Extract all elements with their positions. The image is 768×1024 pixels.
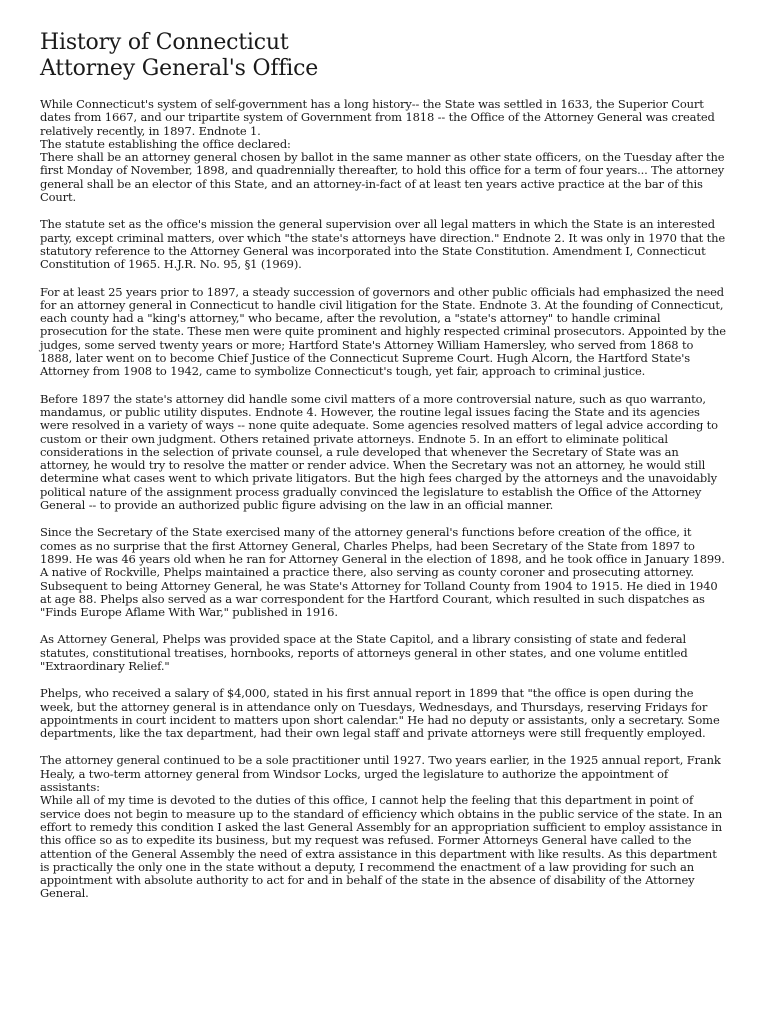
paragraph: As Attorney General, Phelps was provided space at the State Capitol, and a library consisting of state and federal statutes, constitutional treatises, hornbooks, reports of attorneys general in other states, and one volume entitled "Extraordinary Relief." — [40, 632, 688, 673]
page-title — [40, 30, 728, 82]
report-quote: While all of my time is devoted to the duties of this office, I cannot help the feeling that this department in point of service does not begin to measure up to the standard of efficiency which obtains in the public service of the state. In an effort to remedy this condition I asked the last General Assembly for an appropriation sufficient to employ assistance in this office so as to expedite its business, but my request was refused. Former Attorneys General have called to the attention of the General Assembly the need of extra assistance in this department with like results. As this department is practically the only one in the state without a deputy, I recommend the enactment of a law providing for such an appointment with absolute authority to act for and in behalf of the state in the absence of disability of the Attorney General. — [40, 793, 723, 901]
statute-quote: There shall be an attorney general chosen by ballot in the same manner as other state officers, on the Tuesday after the first Monday of November, 1898, and quadrennially thereafter, to hold this office for a term of four years... The attorney general shall be an elector of this State, and an attorney-in-fact of at least ten years active practice at the bar of this Court. — [40, 150, 725, 205]
paragraph: For at least 25 years prior to 1897, a steady succession of governors and other public officials had emphasized the need for an attorney general in Connecticut to handle civil litigation for the State. Endnote 3. At the founding of Connecticut, each county had a "king's attorney," who became, after the revolution, a "state's attorney" to handle criminal prosecution for the state. These men were quite prominent and highly respected criminal prosecutors. Appointed by the judges, some served twenty years or more; Hartford State's Attorney William Hamersley, who served from 1868 to 1888, later went on to become Chief Justice of the Connecticut Supreme Court. Hugh Alcorn, the Hartford State's Attorney from 1908 to 1942, came to symbolize Connecticut's tough, yet fair, approach to criminal justice. — [40, 284, 726, 379]
paragraph: Phelps, who received a salary of $4,000, stated in his first annual report in 1899 that "the office is open during the week, but the attorney general is in attendance only on Tuesdays, Wednesdays, and Thursdays, reserving Fridays for appointments in court incident to matters upon short calendar." He had no deputy or assistants, only a secretary. Some departments, like the tax department, had their own legal staff and private attorneys were still frequently employed. — [40, 686, 720, 741]
paragraph: The statute establishing the office declared: — [40, 136, 291, 151]
paragraph: Since the Secretary of the State exercised many of the attorney general's functions before creation of the office, it comes as no surprise that the first Attorney General, Charles Phelps, had been Secretary of the State from 1897 to 1899. He was 46 years old when he ran for Attorney General in the election of 1898, and he took office in January 1899. A native of Rockville, Phelps maintained a practice there, also serving as county coroner and prosecuting attorney. Subsequent to being Attorney General, he was State's Attorney for Tolland County from 1904 to 1915. He died in 1940 at age 88. Phelps also served as a war correspondent for the Hartford Courant, which resulted in such dispatches as "Finds Europe Aflame With War," published in 1916. — [40, 525, 725, 620]
document-body — [40, 98, 728, 901]
title-line-1: History of Connecticut — [40, 30, 289, 55]
paragraph: The attorney general continued to be a sole practitioner until 1927. Two years earlier, in the 1925 annual report, Frank Healy, a two-term attorney general from Windsor Locks, urged the legislature to authorize the appointment of assistants: — [40, 753, 721, 795]
paragraph: Before 1897 the state's attorney did handle some civil matters of a more controversial nature, such as quo warranto, mandamus, or public utility disputes. Endnote 4. However, the routine legal issues facing the State and its agencies were resolved in a variety of ways -- none quite adequate. Some agencies resolved matters of legal advice according to custom or their own judgment. Others retained private attorneys. Endnote 5. In an effort to eliminate political considerations in the selection of private counsel, a rule developed that whenever the Secretary of State was an attorney, he would try to resolve the matter or render advice. When the Secretary was not an attorney, he would still determine what cases went to which private litigators. But the high fees charged by the attorneys and the unavoidably political nature of the assignment process gradually convinced the legislature to establish the Office of the Attorney General -- to provide an authorized public figure advising on the law in an official manner. — [40, 391, 718, 513]
title-line-2: Attorney General's Office — [40, 56, 319, 81]
paragraph: While Connecticut's system of self-government has a long history-- the State was settled in 1633, the Superior Court dates from 1667, and our tripartite system of Government from 1818 -- the Office of the Attorney General was created relatively recently, in 1897. Endnote 1. — [40, 97, 715, 138]
paragraph: The statute set as the office's mission the general supervision over all legal matters in which the State is an interested party, except criminal matters, over which "the state's attorneys have direction." Endnote 2. It was only in 1970 that the statutory reference to the Attorney General was incorporated into the State Constitution. Amendment I, Connecticut Constitution of 1965. H.J.R. No. 95, §1 (1969). — [40, 217, 726, 272]
